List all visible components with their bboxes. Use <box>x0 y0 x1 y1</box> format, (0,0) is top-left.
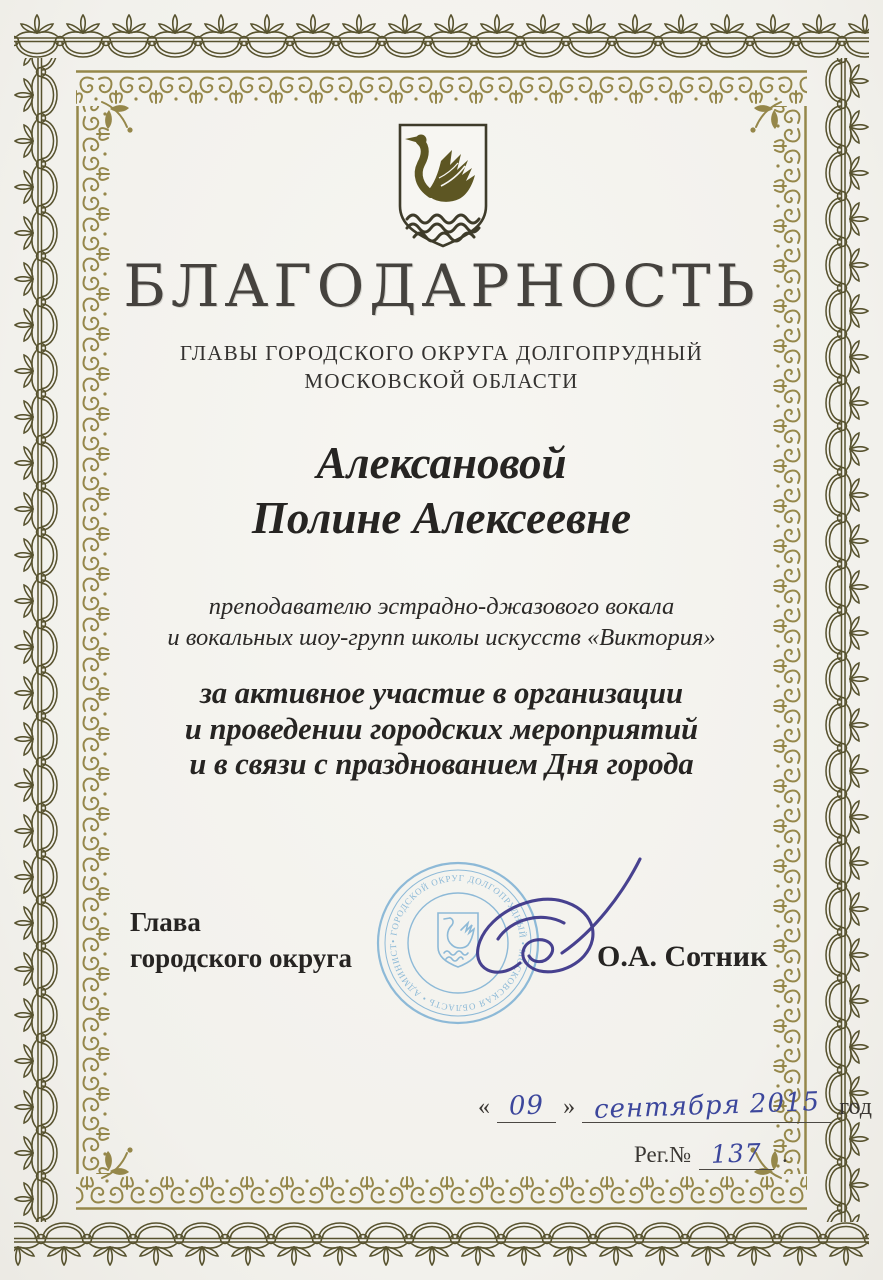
date-month-field <box>582 1087 832 1125</box>
stamp-shield-icon <box>438 913 478 967</box>
date-day-field <box>497 1092 556 1123</box>
reg-number-handwritten: 137 <box>710 1138 763 1169</box>
signer-name: О.А. Сотник <box>597 940 768 973</box>
stamp-ring-text: • ГОРОДСКОЙ ОКРУГ ДОЛГОПРУДНЫЙ • МОСКОВСКАЯ ОБЛАСТЬ • АДМИНИСТРАЦИЯ <box>387 872 529 1014</box>
reason-line-3: и в связи с празднованием Дня города <box>189 747 694 782</box>
coat-of-arms-icon <box>393 122 493 250</box>
subtitle-line-2: МОСКОВСКОЙ ОБЛАСТИ <box>304 369 579 393</box>
recipient-name-line-1: Алексановой <box>316 438 567 488</box>
date-close-quote: » <box>563 1094 576 1120</box>
role-line-1: преподавателю эстрадно-джазового вокала <box>208 593 675 620</box>
subtitle-line-1: ГЛАВЫ ГОРОДСКОГО ОКРУГА ДОЛГОПРУДНЫЙ <box>179 341 704 365</box>
certificate-title: БЛАГОДАРНОСТЬ <box>123 252 760 320</box>
date-line <box>478 1087 872 1125</box>
signer-position-line-2: городского округа <box>130 942 352 973</box>
reg-line <box>634 1140 788 1170</box>
role-line-2: и вокальных шоу-групп школы искусств «Виктория» <box>167 624 716 652</box>
date-open-quote: « <box>478 1094 490 1120</box>
date-day-handwritten: 09 <box>508 1090 545 1122</box>
svg-text:• ГОРОДСКОЙ ОКРУГ ДОЛГОПРУДНЫЙ <box>388 873 528 1013</box>
reg-label: Рег.№ <box>634 1142 692 1167</box>
recipient-name-line-2: Полине Алексеевне <box>251 492 632 543</box>
date-month-handwritten: сентября 2015 <box>593 1087 821 1125</box>
reg-number-field <box>699 1140 774 1170</box>
recipient-role <box>0 591 883 654</box>
recipient-name <box>0 436 883 546</box>
reason-line-1: за активное участие в организации <box>199 676 684 710</box>
reason-line-2: и проведении городских мероприятий <box>184 711 699 746</box>
reg-period: . <box>781 1142 788 1167</box>
date-year-label: год <box>839 1094 872 1120</box>
award-reason <box>0 676 883 783</box>
signer-position-line-1: Глава <box>130 907 201 937</box>
official-stamp-icon <box>378 863 538 1023</box>
signer-position <box>130 905 352 977</box>
